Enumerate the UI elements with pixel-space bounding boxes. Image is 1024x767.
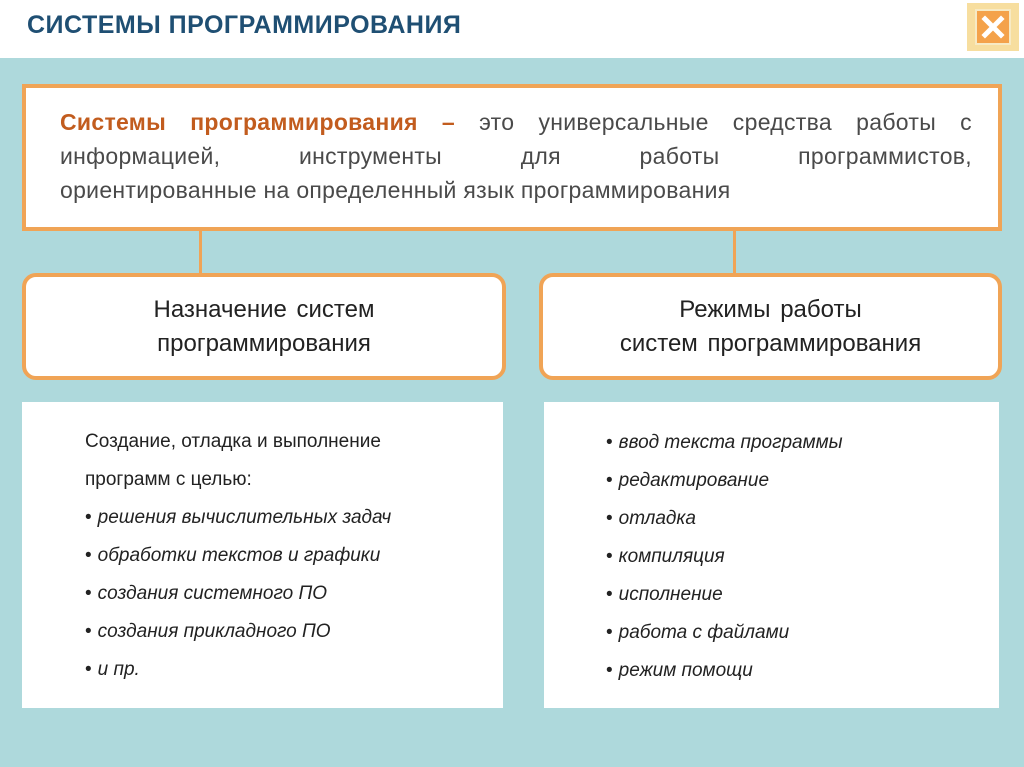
list-item: • исполнение: [606, 584, 723, 605]
definition-line2: работы с информацией, инструменты для работы программистов,: [60, 109, 972, 169]
definition-box: [22, 84, 1002, 231]
list-item: • работа с файлами: [606, 622, 790, 643]
list-item-text: работа с файлами: [618, 622, 790, 643]
list-item-text: отладка: [618, 508, 696, 529]
header-bar: [0, 0, 1024, 58]
list-item-text: редактирование: [618, 470, 770, 491]
list-item: • решения вычислительных задач: [85, 507, 392, 528]
list-item-text: исполнение: [618, 584, 723, 605]
purpose-heading-line2: программирования: [157, 329, 371, 357]
list-item-text: режим помощи: [618, 660, 753, 681]
connector-left: [199, 231, 202, 273]
list-item: • создания системного ПО: [85, 583, 327, 604]
list-item-text: обработки текстов и графики: [97, 545, 381, 566]
modes-heading-line1: Режимы работы: [679, 295, 862, 323]
purpose-intro-line2: программ с целью:: [85, 469, 252, 490]
list-item: • ввод текста программы: [606, 432, 843, 453]
purpose-heading-box: [22, 273, 506, 380]
list-item: • отладка: [606, 508, 696, 529]
definition-term: Системы программирования –: [60, 109, 455, 135]
definition-line3: ориентированные на определенный язык программирования: [60, 177, 731, 203]
modes-heading-box: [539, 273, 1002, 380]
list-item-text: создания прикладного ПО: [97, 621, 331, 642]
purpose-list-box: [22, 402, 503, 708]
list-item-text: и пр.: [97, 659, 140, 680]
purpose-intro-line1: Создание, отладка и выполнение: [85, 431, 381, 452]
list-item: • и пр.: [85, 659, 140, 680]
definition-line1-rest: это универсальные средства: [454, 109, 832, 135]
list-item-text: решения вычислительных задач: [97, 507, 392, 528]
list-item-text: ввод текста программы: [618, 432, 843, 453]
list-item-text: компиляция: [618, 546, 725, 567]
close-icon[interactable]: [975, 9, 1011, 45]
purpose-heading-line1: Назначение систем: [153, 295, 375, 323]
list-item: • редактирование: [606, 470, 770, 491]
list-item: • создания прикладного ПО: [85, 621, 331, 642]
modes-list-box: [544, 402, 999, 708]
list-item: • режим помощи: [606, 660, 753, 681]
definition-text: [60, 105, 972, 207]
connector-right: [733, 231, 736, 273]
page-title: СИСТЕМЫ ПРОГРАММИРОВАНИЯ: [27, 11, 462, 39]
close-button[interactable]: [967, 3, 1019, 51]
list-item: • компиляция: [606, 546, 725, 567]
list-item: • обработки текстов и графики: [85, 545, 381, 566]
modes-heading-line2: систем программирования: [619, 329, 922, 357]
list-item-text: создания системного ПО: [97, 583, 327, 604]
